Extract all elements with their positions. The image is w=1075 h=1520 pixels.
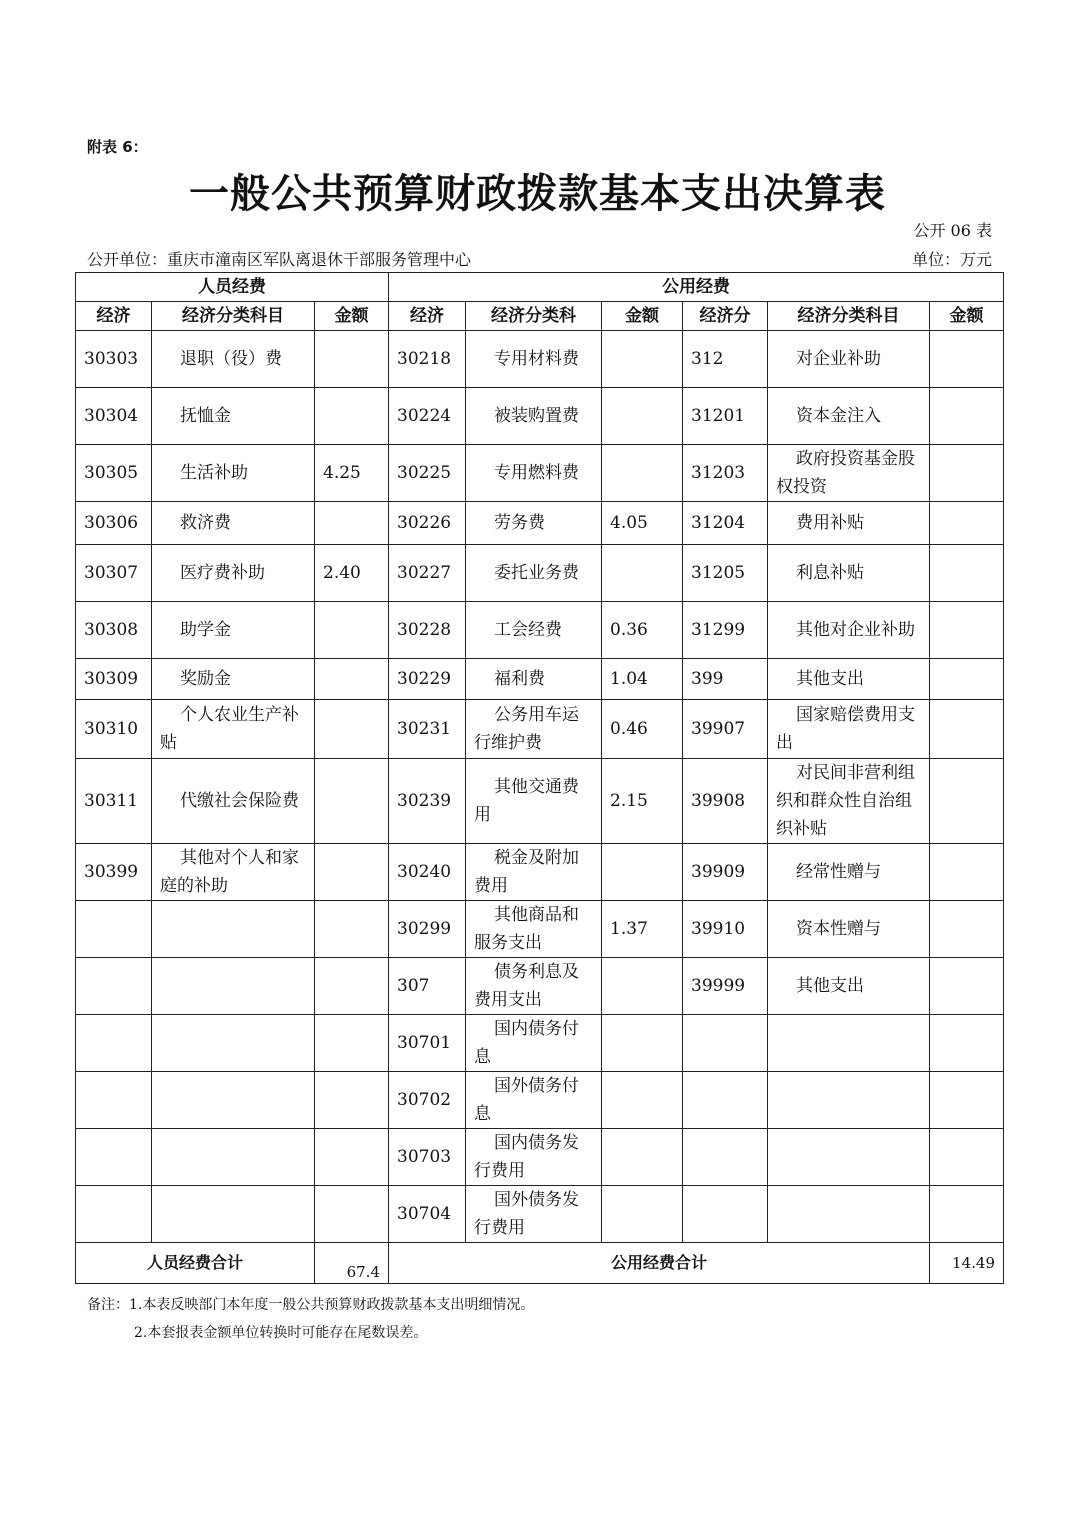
col-header: 经济 (389, 302, 466, 331)
econ-item-cell: 委托业务费 (466, 545, 602, 602)
amount-cell (930, 901, 1004, 958)
amount-cell: 0.36 (602, 602, 683, 659)
econ-code-cell: 39909 (683, 844, 768, 901)
amount-cell: 1.37 (602, 901, 683, 958)
amount-cell (315, 659, 389, 700)
econ-code-cell: 39908 (683, 759, 768, 844)
table-row (76, 659, 1004, 700)
econ-code-cell: 30702 (389, 1072, 466, 1129)
econ-item-cell: 国内债务付息 (466, 1015, 602, 1072)
table-row (76, 331, 1004, 388)
amount-cell (315, 844, 389, 901)
page-title: 一般公共预算财政拨款基本支出决算表 (189, 171, 886, 217)
amount-cell (930, 958, 1004, 1015)
amount-cell (602, 545, 683, 602)
econ-item-cell (152, 1015, 315, 1072)
econ-item-cell: 利息补贴 (768, 545, 930, 602)
col-header: 经济分类科目 (152, 302, 315, 331)
amount-cell (315, 958, 389, 1015)
econ-item-cell: 国家赔偿费用支出 (768, 700, 930, 759)
econ-code-cell (76, 901, 152, 958)
econ-item-cell: 救济费 (152, 502, 315, 545)
econ-code-cell: 30231 (389, 700, 466, 759)
total-public-value: 14.49 (930, 1243, 1004, 1284)
econ-item-cell: 抚恤金 (152, 388, 315, 445)
amount-cell (602, 1072, 683, 1129)
attachment-label: 附表 6： (87, 138, 148, 156)
econ-item-cell: 奖励金 (152, 659, 315, 700)
amount-cell (602, 388, 683, 445)
econ-item-cell: 其他交通费用 (466, 759, 602, 844)
econ-item-cell: 其他商品和服务支出 (466, 901, 602, 958)
amount-cell (930, 844, 1004, 901)
econ-item-cell (768, 1015, 930, 1072)
econ-item-cell: 生活补助 (152, 445, 315, 502)
amount-cell (930, 445, 1004, 502)
amount-cell (315, 759, 389, 844)
econ-item-cell (152, 1186, 315, 1243)
econ-item-cell (152, 1072, 315, 1129)
econ-item-cell (768, 1072, 930, 1129)
amount-cell (602, 331, 683, 388)
econ-code-cell (76, 1072, 152, 1129)
econ-code-cell: 31299 (683, 602, 768, 659)
econ-code-cell (76, 958, 152, 1015)
econ-item-cell: 资本金注入 (768, 388, 930, 445)
amount-cell (315, 1186, 389, 1243)
currency-unit: 单位：万元 (911, 250, 992, 269)
econ-item-cell: 退职（役）费 (152, 331, 315, 388)
econ-item-cell (152, 958, 315, 1015)
econ-item-cell (152, 901, 315, 958)
econ-item-cell: 其他支出 (768, 958, 930, 1015)
econ-code-cell (76, 1015, 152, 1072)
amount-cell (315, 901, 389, 958)
econ-item-cell: 费用补贴 (768, 502, 930, 545)
econ-code-cell: 30308 (76, 602, 152, 659)
econ-code-cell (683, 1129, 768, 1186)
table-row (76, 445, 1004, 502)
col-header: 金额 (930, 302, 1004, 331)
table-row (76, 958, 1004, 1015)
note-line-1: 备注：1.本表反映部门本年度一般公共预算财政拨款基本支出明细情况。 (87, 1297, 535, 1313)
table-row (76, 700, 1004, 759)
econ-code-cell: 30306 (76, 502, 152, 545)
econ-code-cell: 30225 (389, 445, 466, 502)
econ-item-cell: 代缴社会保险费 (152, 759, 315, 844)
econ-item-cell: 公务用车运行维护费 (466, 700, 602, 759)
econ-code-cell: 399 (683, 659, 768, 700)
table-row (76, 602, 1004, 659)
econ-item-cell: 其他对个人和家庭的补助 (152, 844, 315, 901)
group-personnel-header: 人员经费 (76, 273, 389, 302)
total-personnel-label: 人员经费合计 (76, 1243, 315, 1284)
amount-cell (930, 602, 1004, 659)
amount-cell (930, 388, 1004, 445)
form-number: 公开 06 表 (913, 221, 992, 240)
amount-cell: 2.15 (602, 759, 683, 844)
econ-item-cell: 资本性赠与 (768, 901, 930, 958)
amount-cell (930, 545, 1004, 602)
column-header-row (76, 302, 1004, 331)
amount-cell (315, 1015, 389, 1072)
econ-code-cell: 30224 (389, 388, 466, 445)
econ-item-cell: 工会经费 (466, 602, 602, 659)
econ-code-cell: 31203 (683, 445, 768, 502)
econ-code-cell: 30226 (389, 502, 466, 545)
econ-item-cell: 国外债务付息 (466, 1072, 602, 1129)
table-row (76, 901, 1004, 958)
econ-item-cell (768, 1129, 930, 1186)
econ-code-cell: 39907 (683, 700, 768, 759)
econ-code-cell: 30311 (76, 759, 152, 844)
total-public-label: 公用经费合计 (389, 1243, 930, 1284)
amount-cell (930, 659, 1004, 700)
notes (87, 1291, 534, 1347)
amount-cell: 1.04 (602, 659, 683, 700)
econ-code-cell: 31201 (683, 388, 768, 445)
econ-item-cell: 债务利息及费用支出 (466, 958, 602, 1015)
econ-code-cell (683, 1186, 768, 1243)
amount-cell (602, 1129, 683, 1186)
amount-cell (315, 700, 389, 759)
econ-item-cell (152, 1129, 315, 1186)
amount-cell (315, 388, 389, 445)
table-row (76, 388, 1004, 445)
econ-item-cell: 劳务费 (466, 502, 602, 545)
total-personnel-value: 67.4 (315, 1243, 389, 1284)
econ-code-cell: 30229 (389, 659, 466, 700)
econ-item-cell: 专用材料费 (466, 331, 602, 388)
econ-code-cell: 31205 (683, 545, 768, 602)
econ-code-cell: 307 (389, 958, 466, 1015)
col-header: 金额 (602, 302, 683, 331)
col-header: 经济 (76, 302, 152, 331)
econ-code-cell: 31204 (683, 502, 768, 545)
econ-code-cell: 30218 (389, 331, 466, 388)
econ-item-cell: 其他对企业补助 (768, 602, 930, 659)
reporting-unit: 公开单位：重庆市潼南区军队离退休干部服务管理中心 (87, 250, 472, 269)
amount-cell (930, 1186, 1004, 1243)
econ-code-cell: 30239 (389, 759, 466, 844)
amount-cell (315, 1129, 389, 1186)
econ-code-cell: 39910 (683, 901, 768, 958)
econ-item-cell: 政府投资基金股权投资 (768, 445, 930, 502)
econ-code-cell: 30303 (76, 331, 152, 388)
table-row (76, 759, 1004, 844)
table-row (76, 1015, 1004, 1072)
note-line-2: 2.本套报表金额单位转换时可能存在尾数误差。 (134, 1325, 428, 1341)
econ-item-cell: 福利费 (466, 659, 602, 700)
table-row (76, 1072, 1004, 1129)
econ-item-cell: 税金及附加费用 (466, 844, 602, 901)
amount-cell (602, 445, 683, 502)
amount-cell: 0.46 (602, 700, 683, 759)
col-header: 经济分类科 (466, 302, 602, 331)
amount-cell (930, 1072, 1004, 1129)
amount-cell (315, 331, 389, 388)
econ-item-cell: 国外债务发行费用 (466, 1186, 602, 1243)
econ-code-cell: 30307 (76, 545, 152, 602)
econ-item-cell (768, 1186, 930, 1243)
econ-code-cell: 30305 (76, 445, 152, 502)
expenditure-table (75, 272, 1004, 1284)
table-row (76, 844, 1004, 901)
econ-code-cell: 30228 (389, 602, 466, 659)
econ-code-cell: 30701 (389, 1015, 466, 1072)
econ-code-cell: 30304 (76, 388, 152, 445)
amount-cell: 4.25 (315, 445, 389, 502)
table-row (76, 545, 1004, 602)
econ-item-cell: 对企业补助 (768, 331, 930, 388)
group-public-header: 公用经费 (389, 273, 1004, 302)
amount-cell (930, 1015, 1004, 1072)
econ-item-cell: 助学金 (152, 602, 315, 659)
totals-row (76, 1243, 1004, 1284)
amount-cell (602, 844, 683, 901)
econ-item-cell: 对民间非营利组织和群众性自治组织补贴 (768, 759, 930, 844)
col-header: 经济分 (683, 302, 768, 331)
amount-cell (602, 1186, 683, 1243)
group-header-row (76, 273, 1004, 302)
econ-code-cell: 30227 (389, 545, 466, 602)
econ-item-cell: 国内债务发行费用 (466, 1129, 602, 1186)
amount-cell: 2.40 (315, 545, 389, 602)
econ-item-cell: 经常性赠与 (768, 844, 930, 901)
amount-cell (930, 700, 1004, 759)
amount-cell (602, 958, 683, 1015)
econ-code-cell: 30703 (389, 1129, 466, 1186)
econ-item-cell: 其他支出 (768, 659, 930, 700)
econ-code-cell: 30240 (389, 844, 466, 901)
econ-code-cell: 30310 (76, 700, 152, 759)
econ-code-cell (76, 1186, 152, 1243)
econ-code-cell: 30309 (76, 659, 152, 700)
econ-code-cell (683, 1015, 768, 1072)
amount-cell: 4.05 (602, 502, 683, 545)
econ-item-cell: 个人农业生产补贴 (152, 700, 315, 759)
econ-code-cell: 39999 (683, 958, 768, 1015)
amount-cell (602, 1015, 683, 1072)
col-header: 经济分类科目 (768, 302, 930, 331)
table-row (76, 1186, 1004, 1243)
amount-cell (930, 502, 1004, 545)
econ-item-cell: 医疗费补助 (152, 545, 315, 602)
econ-code-cell: 30399 (76, 844, 152, 901)
table-row (76, 502, 1004, 545)
econ-code-cell: 30299 (389, 901, 466, 958)
econ-item-cell: 被装购置费 (466, 388, 602, 445)
col-header: 金额 (315, 302, 389, 331)
table-row (76, 1129, 1004, 1186)
econ-code-cell: 312 (683, 331, 768, 388)
econ-code-cell: 30704 (389, 1186, 466, 1243)
amount-cell (315, 502, 389, 545)
econ-item-cell: 专用燃料费 (466, 445, 602, 502)
amount-cell (930, 1129, 1004, 1186)
amount-cell (930, 759, 1004, 844)
amount-cell (930, 331, 1004, 388)
amount-cell (315, 1072, 389, 1129)
amount-cell (315, 602, 389, 659)
econ-code-cell (683, 1072, 768, 1129)
econ-code-cell (76, 1129, 152, 1186)
